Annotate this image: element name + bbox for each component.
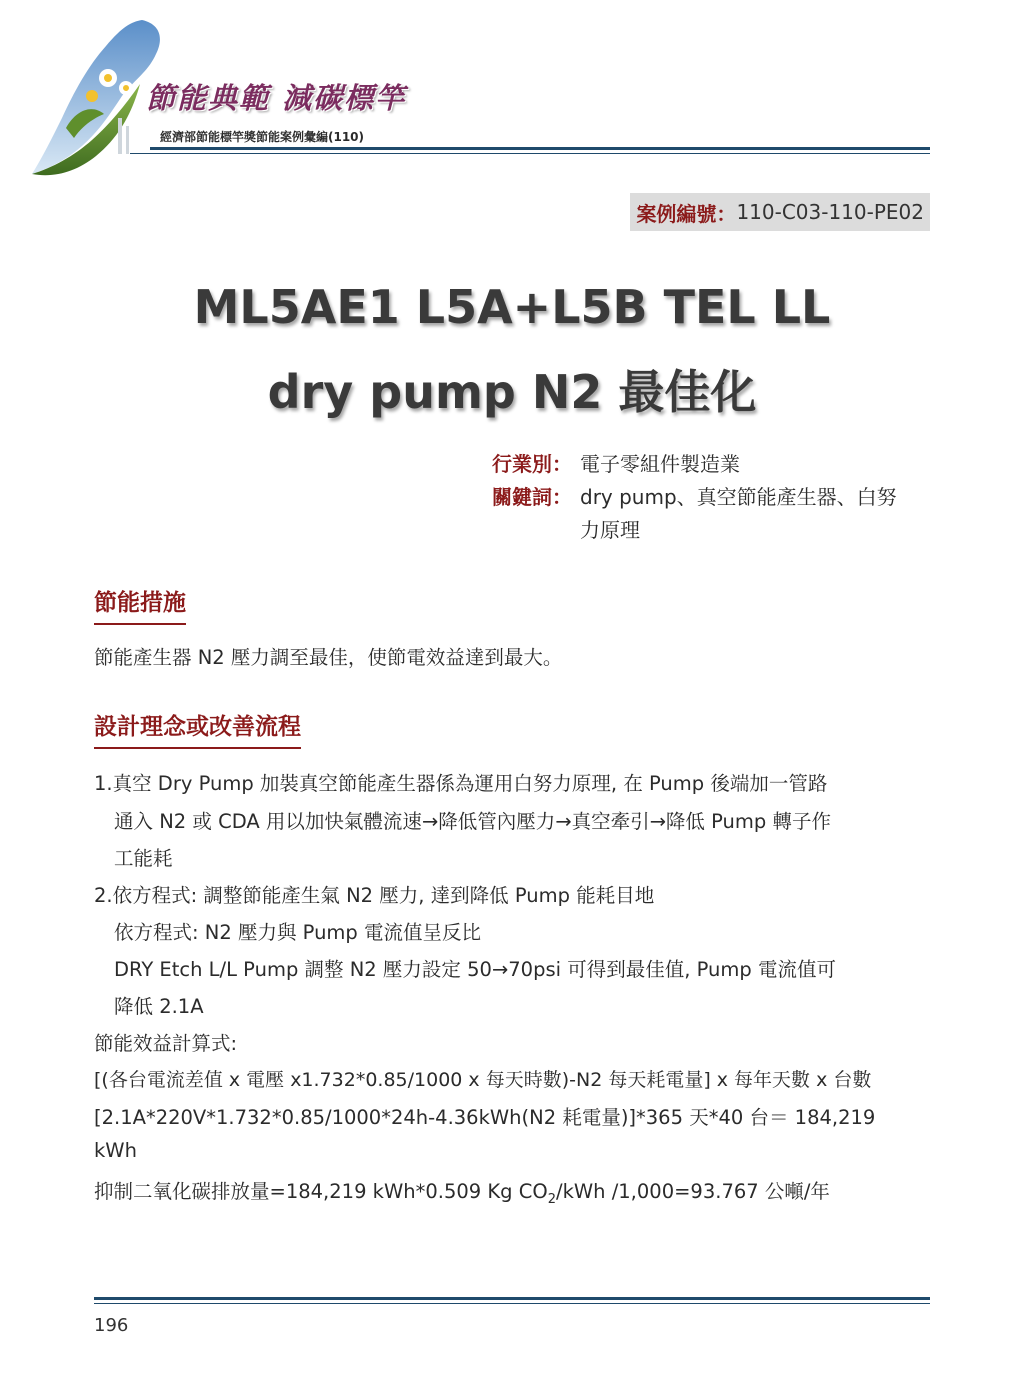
industry-row (492, 448, 740, 481)
design-line-1: 1.真空 Dry Pump 加裝真空節能產生器係為運用白努力原理, 在 Pump 後端加一管路 (94, 772, 828, 795)
case-number-label: 案例編號： (636, 201, 737, 226)
design-line-2: 通入 N2 或 CDA 用以加快氣體流速→降低管內壓力→真空牽引→降低 Pump 轉子作 (114, 810, 831, 833)
keywords-label: 關鍵詞： (492, 485, 572, 509)
design-line-4: 2.依方程式: 調整節能產生氣 N2 壓力, 達到降低 Pump 能耗目地 (94, 884, 655, 907)
brand-title: 節能典範 減碳標竿 (146, 81, 407, 115)
design-line-10: [2.1A*220V*1.732*0.85/1000*24h-4.36kWh(N2 耗電量)]*365 天*40 台＝ 184,219 (94, 1106, 876, 1129)
page-title-line-2: dry pump N2 最佳化 (267, 365, 757, 419)
footer-rule-thin (94, 1303, 930, 1304)
design-line-7: 降低 2.1A (114, 995, 204, 1018)
design-line-5: 依方程式: N2 壓力與 Pump 電流值呈反比 (114, 921, 482, 944)
design-line-8: 節能效益計算式: (94, 1032, 238, 1055)
keywords-value-line-1: dry pump、真空節能產生器、白努 (580, 485, 897, 509)
co2-reduction-line (94, 1176, 830, 1207)
case-number-badge (630, 193, 930, 231)
design-line-6: DRY Etch L/L Pump 調整 N2 壓力設定 50→70psi 可得到最佳值, Pump 電流值可 (114, 958, 836, 981)
design-heading: 設計理念或改善流程 (94, 708, 301, 749)
industry-label: 行業別： (492, 452, 572, 476)
design-line-11: kWh (94, 1139, 137, 1162)
co2-prefix: 抑制二氧化碳排放量=184,219 kWh*0.509 Kg CO (94, 1180, 548, 1203)
design-line-3: 工能耗 (114, 847, 173, 870)
page-title-line-1: ML5AE1 L5A+L5B TEL LL (193, 280, 831, 334)
industry-value: 電子零組件製造業 (580, 452, 740, 476)
header-rule-thin (130, 153, 930, 154)
design-line-9: [(各台電流差值 x 電壓 x1.732*0.85/1000 x 每天時數)-N2 每天耗電量] x 每年天數 x 台數 (94, 1069, 872, 1091)
page-number: 196 (94, 1315, 129, 1336)
brand-subtitle: 經濟部節能標竿獎節能案例彙編(110) (160, 130, 365, 144)
co2-subscript: 2 (547, 1191, 556, 1207)
co2-suffix: /kWh /1,000=93.767 公噸/年 (556, 1180, 830, 1203)
header-rule-thick (150, 147, 930, 150)
keywords-value-line-2: 力原理 (580, 518, 640, 542)
footer-rule-thick (94, 1297, 930, 1300)
measures-text: 節能產生器 N2 壓力調至最佳，使節電效益達到最大。 (94, 646, 563, 669)
case-number-value: 110-C03-110-PE02 (736, 200, 924, 224)
keywords-row (492, 481, 897, 514)
measures-heading: 節能措施 (94, 584, 186, 625)
